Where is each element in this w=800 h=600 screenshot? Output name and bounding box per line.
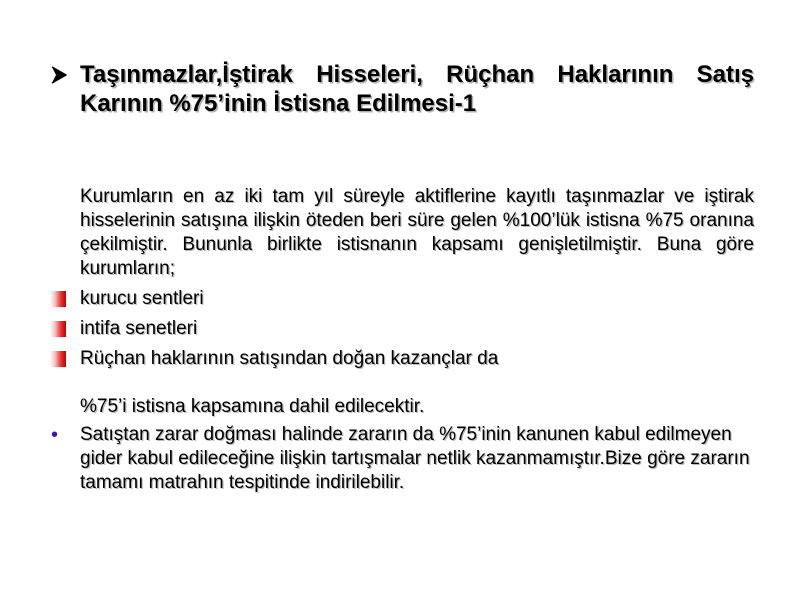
list-item — [48, 347, 754, 371]
list-item — [48, 287, 754, 311]
red-gradient-square-icon — [50, 291, 66, 307]
slide-title: Taşınmazlar,İştirak Hisseleri, Rüçhan Haklarının Satış Karının %75’inin İstisna Edilmesi-1 — [80, 61, 754, 117]
list-item — [48, 317, 754, 341]
conclusion-line: %75’i istisna kapsamına dahil edilecektir. — [80, 396, 425, 417]
list-item-text: Rüçhan haklarının satışından doğan kazançlar da — [80, 348, 499, 369]
list-item-text: Satıştan zarar doğması halinde zararın da %75’inin kanunen kabul edilmeyen gider kabul edileceğine ilişkin tartışmalar netlik kazanmamıştır.Bize göre zararın tamamı matrahın tespitinde indirilebilir. — [80, 424, 750, 493]
red-gradient-square-icon — [50, 351, 66, 367]
list-item — [48, 423, 754, 495]
list-item-text: kurucu sentleri — [80, 288, 204, 309]
slide-body — [48, 185, 754, 495]
spacer — [48, 371, 754, 395]
list-item-text: intifa senetleri — [80, 318, 198, 339]
slide-title-row — [48, 60, 754, 118]
dot-icon: • — [51, 424, 59, 446]
intro-paragraph: Kurumların en az iki tam yıl süreyle aktiflerine kayıtlı taşınmazlar ve iştirak hisselerinin satışına ilişkin öteden beri süre gelen %100’lük istisna %75 oranına çekilmiştir. Bununla birlikte istisnanın kapsamı genişletilmiştir. Buna göre kurumların; — [80, 186, 754, 279]
red-gradient-square-icon — [50, 321, 66, 337]
arrow-right-icon — [48, 64, 70, 86]
